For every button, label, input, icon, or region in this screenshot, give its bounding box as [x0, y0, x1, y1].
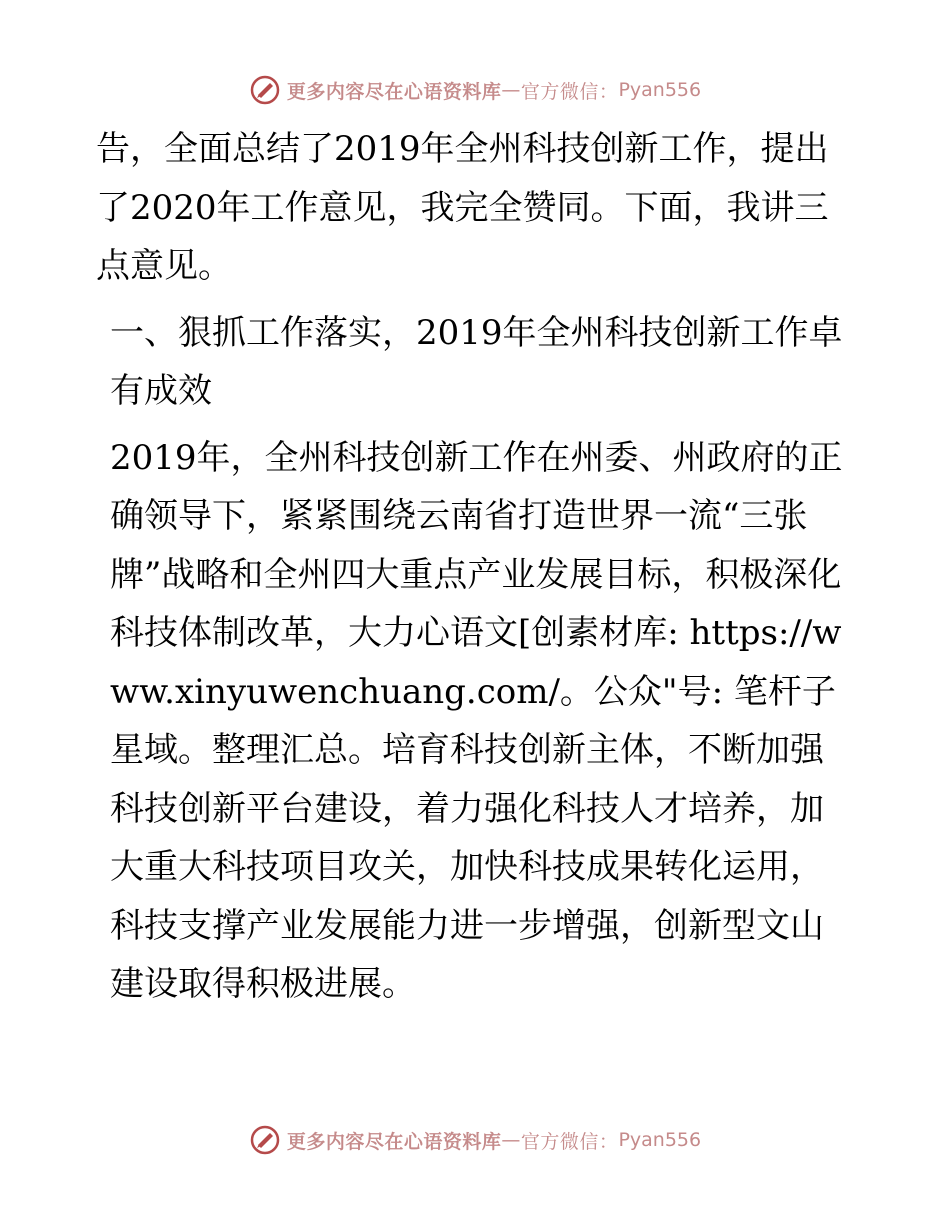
banner-wechat-id: Pyan556 — [618, 1129, 702, 1151]
banner-text: 更多内容尽在心语资料库 — [286, 1130, 502, 1153]
brand-logo-icon — [249, 1124, 281, 1156]
paragraph-intro: 告，全面总结了2019年全州科技创新工作，提出了2020年工作意见，我完全赞同。下面，我讲三点意见。 — [96, 129, 829, 286]
header-banner — [0, 70, 950, 110]
banner-dash: — — [501, 79, 521, 101]
banner-text: 更多内容尽在心语资料库 — [286, 80, 502, 103]
footer-banner — [0, 1120, 950, 1160]
banner-wechat-id: Pyan556 — [618, 79, 702, 101]
banner-wechat-label: 官方微信： — [520, 1130, 619, 1153]
document-body — [96, 120, 856, 1014]
paragraph-body: 2019年，全州科技创新工作在州委、州政府的正确领导下，紧紧围绕云南省打造世界一流“三张牌”战略和全州四大重点产业发展目标，积极深化科技体制改革，大力心语文[创素材库: https://www.xinyuwenchuang.com/。公众"号: 笔杆子星域。整理汇总。培育科技创新主体，不断加强科技创新平台建设，着力强化科技人才培养，加大重大科技项目攻关，加快科技成果转化运用，科技支撑产业发展能力进一步增强，创新型文山建设取得积极进展。 — [110, 437, 843, 1004]
banner-dash: — — [501, 1129, 521, 1151]
section-heading: 一、狠抓工作落实，2019年全州科技创新工作卓有成效 — [110, 312, 843, 411]
banner-wechat-label: 官方微信： — [520, 80, 619, 103]
brand-logo-icon — [249, 74, 281, 106]
